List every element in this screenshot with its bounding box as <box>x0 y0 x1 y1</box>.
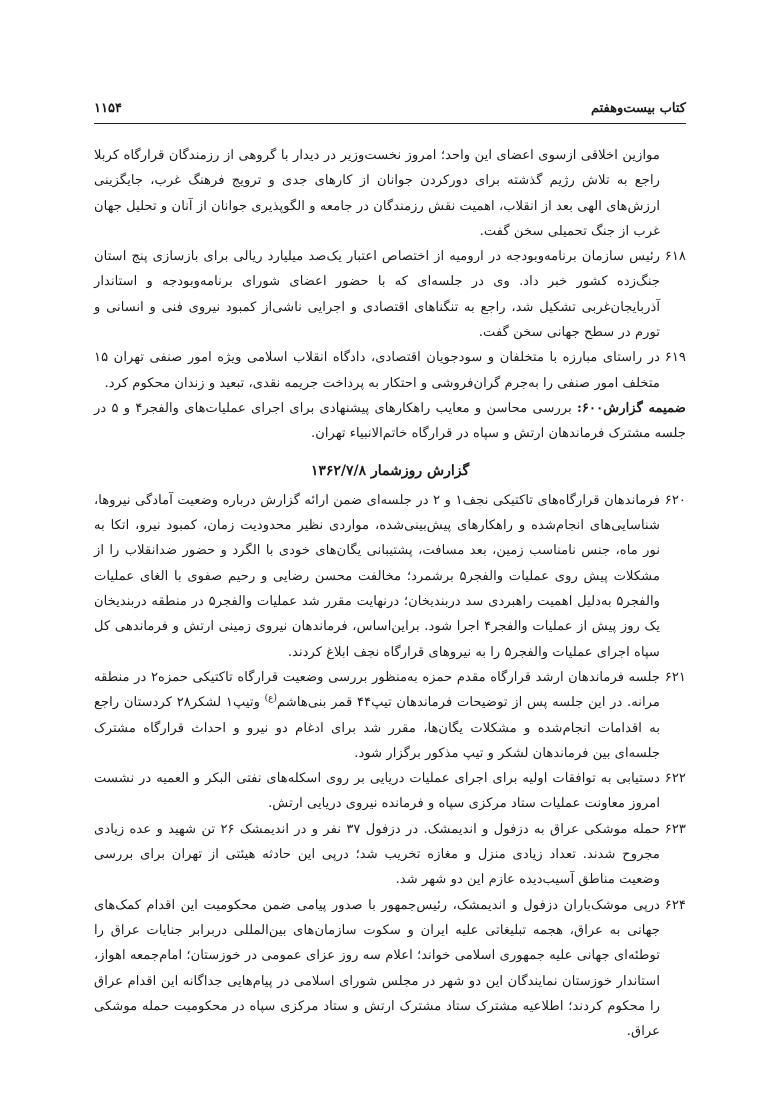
daily-report-heading: گزارش روزشمار ۱۳۶۲/۷/۸ <box>310 462 470 479</box>
entry-number: ۶۲۳ <box>664 821 686 837</box>
appendix-note <box>94 396 686 447</box>
entry-number: ۶۲۴ <box>664 897 686 913</box>
entry-text: دستیابی به توافقات اولیه برای اجرای عملیات دریایی بر روی اسکله‌های نفتی البکر و العمیه در نشست امروز معاونت عملیات ستاد مرکزی سپاه و فرمانده نیروی دریایی ارتش. <box>94 771 660 812</box>
page-header <box>94 92 686 116</box>
entry-number: ۶۲۱ <box>664 669 686 685</box>
continued-paragraph: موازین اخلاقی ازسوی اعضای این واحد؛ امروز نخست‌وزیر در دیدار با گروهی از رزمندگان قرارگاه کربلا راجع به تلاش رژیم گذشته برای دورکردن جوانان از کارهای جدی و ترویج فرهنگ غرب، جایگزینی ارزش‌های الهی بعد از انقلاب، اهمیت نقش رزمندگان در جامعه و الگوپذیری جوانان از آنان و تحلیل جهان غرب از جنگ تحمیلی سخن گفت. <box>94 148 660 239</box>
entry-624 <box>94 893 686 1045</box>
entry-text: رئیس سازمان برنامه‌وبودجه در ارومیه از اختصاص اعتبار یک‌صد میلیارد ریالی برای بازسازی پنج استان جنگ‌زده کشور خبر داد. وی در جلسه‌ای که با حضور اعضای شورای برنامه‌وبودجه و استاندار آذربایجان‌غربی تشکیل شد، راجع به تنگناهای اقتصادی و اجرایی ناشی‌از کمبود نیروی فنی و انسانی و تورم در سطح جهانی سخن گفت. <box>94 249 660 341</box>
entry-618 <box>94 244 686 345</box>
honorific-note-mark: (ع) <box>264 693 278 704</box>
entry-number: ۶۱۸ <box>664 249 686 265</box>
entry-623 <box>94 817 686 893</box>
entry-text: درپی موشک‌باران دزفول و اندیمشک، رئیس‌جمهور با صدور پیامی ضمن محکومیت این اقدام کمک‌های جهانی به عراق، هجمه تبلیغاتی علیه ایران و سکوت سازمان‌های بین‌المللی دربرابر جنایات عراق را توطئه‌ای جهانی علیه جمهوری اسلامی خواند؛ اعلام سه روز عزای عمومی در خوزستان؛ امام‌جمعه اهواز، استاندار خوزستان نمایندگان این دو شهر در مجلس شورای اسلامی در پیام‌هایی جداگانه این اقدام عراق را محکوم کردند؛ اطلاعیه مشترک ستاد مشترک ارتش و ستاد مرکزی سپاه در محکومیت حمله موشکی عراق. <box>94 897 660 1040</box>
entry-text-part-2: وتیپ۱ لشکر۲۸ کردستان راجع به اقدامات انجام‌شده و مشکلات یگان‌ها، مقرر شد برای ادغام دو نیرو و احداث قرارگاه مشترک جلسه‌ای بین فرماندهان لشکر و تیپ مذکور برگزار شود. <box>94 695 660 761</box>
page-body <box>94 143 686 1044</box>
entry-text: حمله موشکی عراق به دزفول و اندیمشک. در دزفول ۳۷ نفر و در اندیمشک ۲۶ تن شهید و عده زیادی مجروح شدند. تعداد زیادی منزل و مغازه تخریب شد؛ درپی این حادثه هیئتی از تهران برای بررسی وضعیت مناطق آسیب‌دیده عازم این دو شهر شد. <box>94 821 660 888</box>
entry-text: فرماندهان قرارگاه‌های تاکتیکی نجف۱ و ۲ در جلسه‌ای ضمن ارائه گزارش درباره وضعیت آمادگی نیروها، شناسایی‌های انجام‌شده و راهکارهای پیش‌بینی‌شده، مواردی نظیر محدودیت زمان، کمبود نیرو، اتکا به نور ماه، جنس نامناسب زمین، بعد مسافت، پشتیبانی یگان‌های خودی با الگرد و حضور ضدانقلاب را از مشکلات پیش روی عملیات والفجر۵ برشمرد؛ مخالفت محسن رضایی و رحیم صفوی با الغای عملیات والفجر۵ به‌دلیل اهمیت راهبردی سد دربندیخان؛ درنهایت مقرر شد عملیات والفجر۵ در منطقه دربندیخان یک روز پیش از عملیات والفجر۴ اجرا شود. براین‌اساس، فرماندهان نیروی زمینی ارتش و فرماندهی کل سپاه اجرای عملیات والفجر۵ را به نیروهای قرارگاه نجف ابلاغ کردند. <box>94 492 661 660</box>
entry-number: ۶۲۲ <box>664 771 686 787</box>
entry-text: در راستای مبارزه با متخلفان و سودجویان اقتصادی، دادگاه انقلاب اسلامی ویژه امور صنفی تهران ۱۵ متخلف امور صنفی را به‌جرم گران‌فروشی و احتکار به پرداخت جریمه نقدی، تبعید و زندان محکوم کرد. <box>94 350 660 391</box>
entry-619 <box>94 345 686 396</box>
entry-number: ۶۱۹ <box>664 350 686 366</box>
entry-621 <box>94 665 686 766</box>
header-divider <box>94 123 686 124</box>
entry-622 <box>94 766 686 817</box>
entry-text-part-1: جلسه فرماندهان ارشد قرارگاه مقدم حمزه به‌منظور بررسی وضعیت قرارگاه تاکتیکی حمزه۲ در منطقه مرانه. در این جلسه پس از توضیحات فرماندهان تیپ۴۴ قمر بنی‌هاشم <box>94 669 660 711</box>
entry-number: ۶۲۰ <box>664 492 686 508</box>
page-number: ۱۱۵۴ <box>94 101 122 116</box>
appendix-label: ضمیمه گزارش۶۰۰: <box>577 400 686 416</box>
appendix-text: بررسی محاسن و معایب راهکارهای پیشنهادی برای اجرای عملیات‌های والفجر۴ و ۵ در جلسه مشترک فرماندهان ارتش و سپاه در قرارگاه خاتم‌الانبیاء تهران. <box>94 400 686 442</box>
book-title: کتاب بیست‌وهفتم <box>590 101 686 116</box>
entry-620 <box>94 488 686 665</box>
